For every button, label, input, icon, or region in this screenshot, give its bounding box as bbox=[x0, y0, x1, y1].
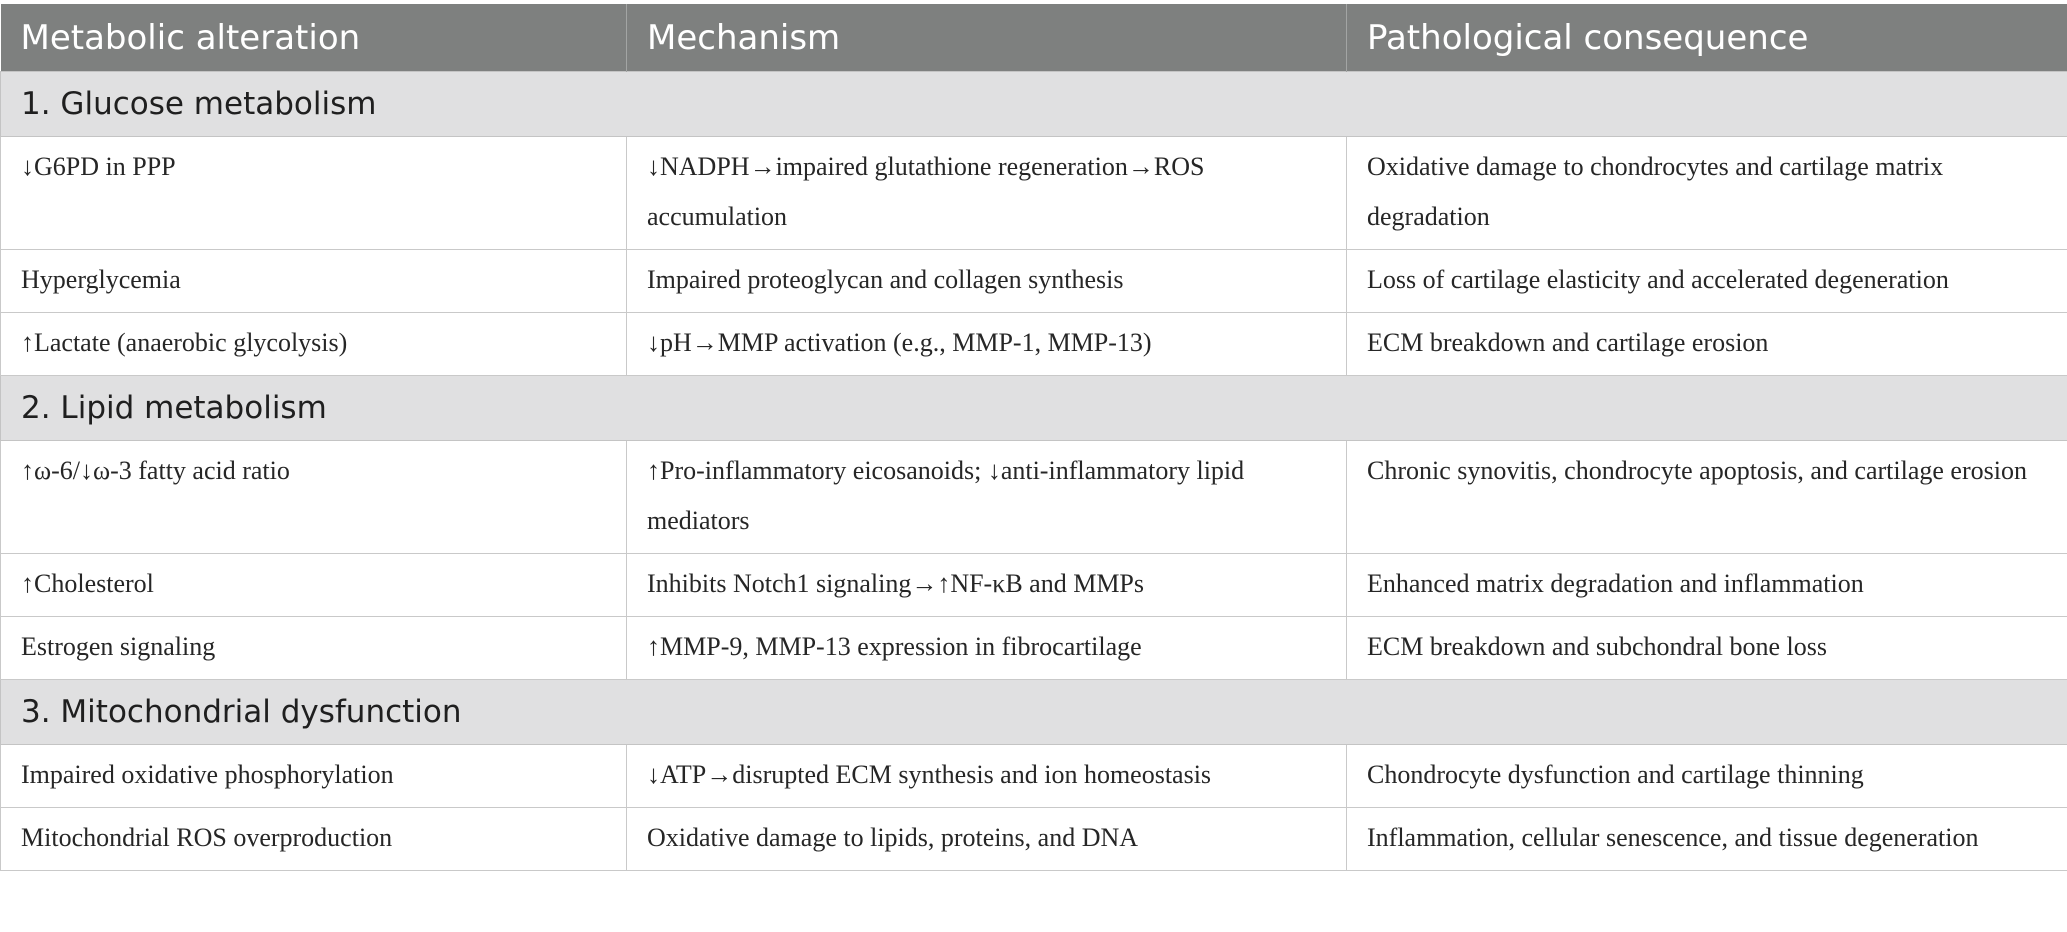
column-header-consequence: Pathological consequence bbox=[1347, 4, 2067, 72]
section-title: 2. Lipid metabolism bbox=[1, 376, 2067, 441]
cell-mechanism: ↓pH→MMP activation (e.g., MMP-1, MMP-13) bbox=[627, 313, 1347, 376]
table-row bbox=[1, 441, 2067, 554]
table-row bbox=[1, 313, 2067, 376]
table-row bbox=[1, 808, 2067, 871]
table-row bbox=[1, 554, 2067, 617]
cell-mechanism: ↓NADPH→impaired glutathione regeneration→ROS accumulation bbox=[627, 137, 1347, 250]
cell-mechanism: ↓ATP→disrupted ECM synthesis and ion homeostasis bbox=[627, 745, 1347, 808]
section-row-lipid bbox=[1, 376, 2067, 441]
cell-consequence: Enhanced matrix degradation and inflammation bbox=[1347, 554, 2067, 617]
section-row-mitochondrial bbox=[1, 680, 2067, 745]
column-header-alteration: Metabolic alteration bbox=[1, 4, 627, 72]
column-header-mechanism: Mechanism bbox=[627, 4, 1347, 72]
cell-consequence: Inflammation, cellular senescence, and tissue degeneration bbox=[1347, 808, 2067, 871]
cell-alteration: ↑ω-6/↓ω-3 fatty acid ratio bbox=[1, 441, 627, 554]
section-title: 3. Mitochondrial dysfunction bbox=[1, 680, 2067, 745]
table-row bbox=[1, 745, 2067, 808]
section-row-glucose bbox=[1, 72, 2067, 137]
section-title: 1. Glucose metabolism bbox=[1, 72, 2067, 137]
cell-consequence: ECM breakdown and subchondral bone loss bbox=[1347, 617, 2067, 680]
cell-consequence: Oxidative damage to chondrocytes and cartilage matrix degradation bbox=[1347, 137, 2067, 250]
cell-alteration: ↓G6PD in PPP bbox=[1, 137, 627, 250]
cell-consequence: Loss of cartilage elasticity and accelerated degeneration bbox=[1347, 250, 2067, 313]
cell-mechanism: ↑MMP-9, MMP-13 expression in fibrocartilage bbox=[627, 617, 1347, 680]
header-row bbox=[1, 4, 2067, 72]
cell-alteration: Estrogen signaling bbox=[1, 617, 627, 680]
cell-mechanism: Inhibits Notch1 signaling→↑NF-κB and MMPs bbox=[627, 554, 1347, 617]
cell-alteration: Mitochondrial ROS overproduction bbox=[1, 808, 627, 871]
cell-alteration: ↑Lactate (anaerobic glycolysis) bbox=[1, 313, 627, 376]
cell-mechanism: ↑Pro-inflammatory eicosanoids; ↓anti-inflammatory lipid mediators bbox=[627, 441, 1347, 554]
cell-alteration: Impaired oxidative phosphorylation bbox=[1, 745, 627, 808]
cell-consequence: ECM breakdown and cartilage erosion bbox=[1347, 313, 2067, 376]
table-row bbox=[1, 137, 2067, 250]
cell-mechanism: Oxidative damage to lipids, proteins, and DNA bbox=[627, 808, 1347, 871]
table-row bbox=[1, 250, 2067, 313]
cell-consequence: Chronic synovitis, chondrocyte apoptosis, and cartilage erosion bbox=[1347, 441, 2067, 554]
metabolic-alterations-table bbox=[0, 4, 2067, 871]
cell-alteration: ↑Cholesterol bbox=[1, 554, 627, 617]
table-row bbox=[1, 617, 2067, 680]
cell-alteration: Hyperglycemia bbox=[1, 250, 627, 313]
cell-mechanism: Impaired proteoglycan and collagen synthesis bbox=[627, 250, 1347, 313]
cell-consequence: Chondrocyte dysfunction and cartilage thinning bbox=[1347, 745, 2067, 808]
